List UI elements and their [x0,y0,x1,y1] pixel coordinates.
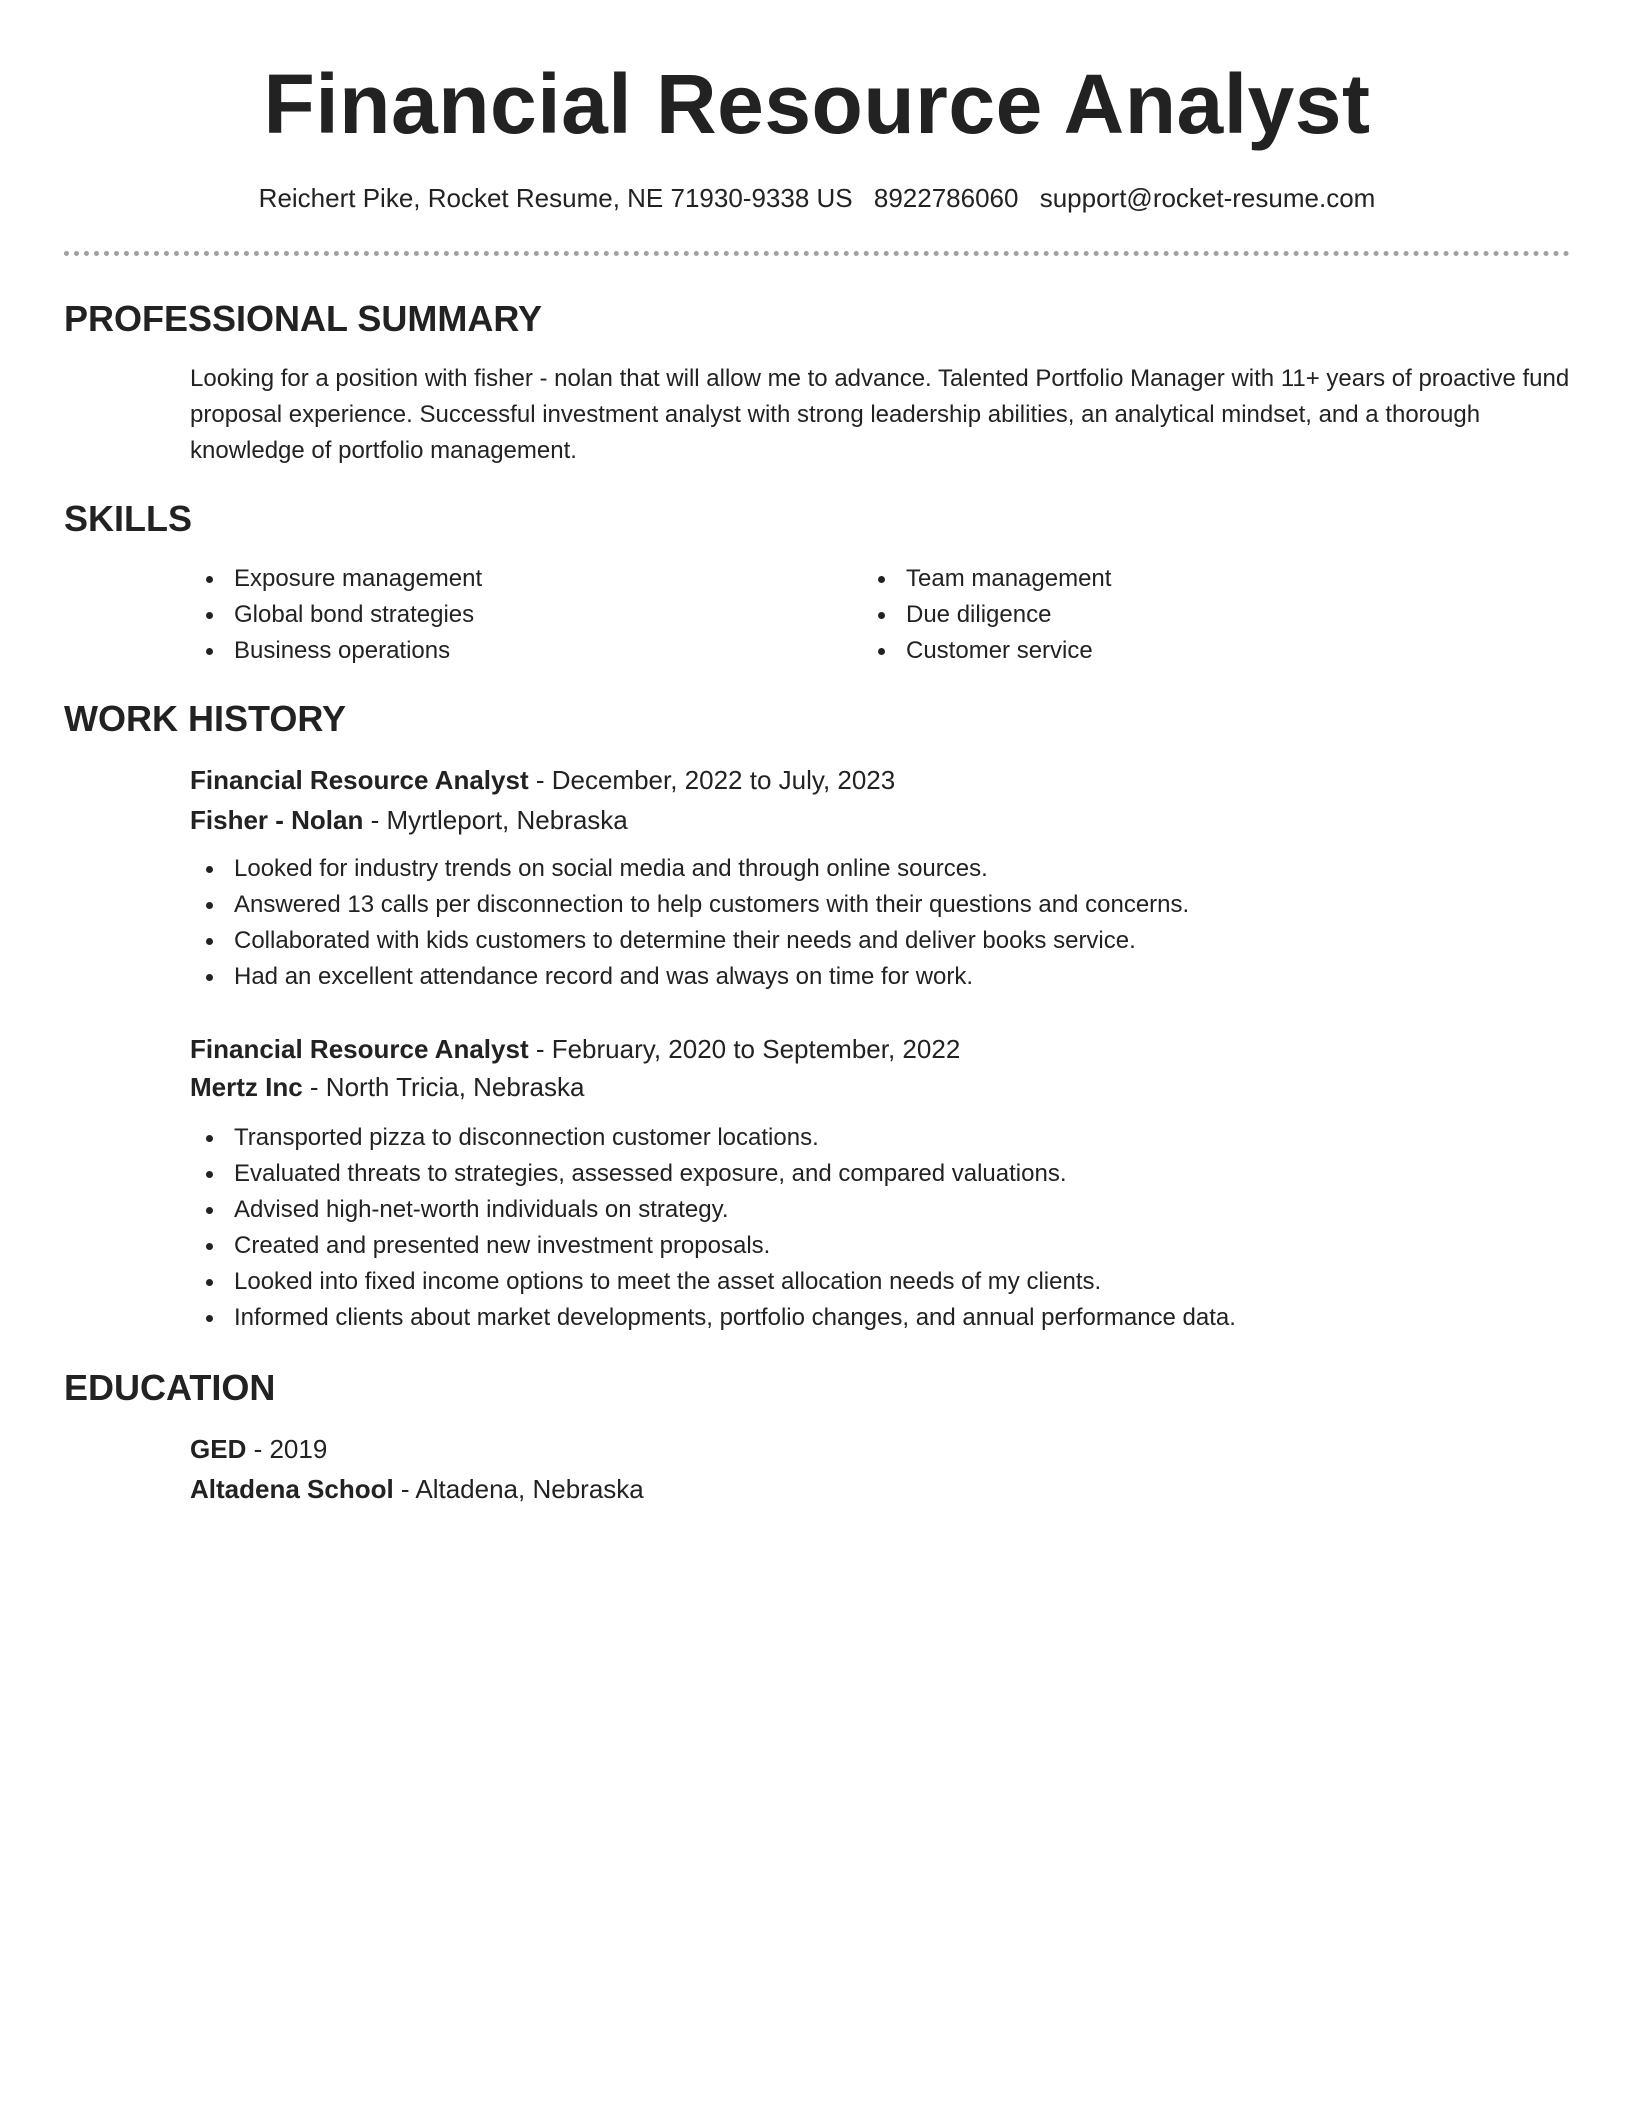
job-dates: - February, 2020 to September, 2022 [528,1034,961,1064]
work-heading: WORK HISTORY [64,698,347,739]
bullet-dot [206,866,213,873]
bullet-dot [878,612,885,619]
education-school: Altadena School [190,1474,394,1504]
skill-item: Exposure management [190,561,830,597]
contact-email: support@rocket-resume.com [1039,183,1376,213]
education-year: - 2019 [246,1434,328,1464]
education-entry [190,1430,1570,1508]
bullet-dot [206,1315,213,1322]
education-degree: GED [190,1434,247,1464]
bullet-dot [206,974,213,981]
contact-line [64,180,1570,216]
bullet-dot [206,938,213,945]
job-company: Mertz Inc [190,1072,303,1102]
job-bullet: Answered 13 calls per disconnection to help customers with their questions and concerns. [190,887,1570,923]
job-company-line [190,801,1570,839]
education-heading: EDUCATION [64,1367,276,1408]
skill-item: Due diligence [862,597,1502,633]
summary-text: Looking for a position with fisher - nolan that will allow me to advance. Talented Portfolio Manager with 11+ years of proactive fund proposal experience. Successful investment analyst with strong leadership abilities, an analytical mindset, and a thorough knowledge of portfolio management. [190,365,1570,464]
job-bullet: Created and presented new investment proposals. [190,1228,1570,1264]
job-bullet: Looked for industry trends on social media and through online sources. [190,851,1570,887]
job-title-line [190,1030,1570,1068]
contact-phone: 8922786060 [873,183,1019,213]
job-bullet: Informed clients about market developments, portfolio changes, and annual performance data. [190,1300,1570,1336]
bullet-dot [206,648,213,655]
skill-item: Business operations [190,633,830,669]
bullet-dot [206,1207,213,1214]
skill-item: Team management [862,561,1502,597]
skills-heading: SKILLS [64,498,193,539]
job-role: Financial Resource Analyst [190,1034,529,1064]
job-entry [190,761,1570,995]
job-bullets [190,1120,1570,1336]
summary-heading: PROFESSIONAL SUMMARY [64,298,543,339]
bullet-dot [878,576,885,583]
bullet-dot [206,1243,213,1250]
job-bullet: Advised high-net-worth individuals on strategy. [190,1192,1570,1228]
job-location: - Myrtleport, Nebraska [363,805,628,835]
header-divider [64,251,1570,256]
job-bullet: Looked into fixed income options to meet the asset allocation needs of my clients. [190,1264,1570,1300]
skill-item: Global bond strategies [190,597,830,633]
bullet-dot [206,612,213,619]
skills-column-right [862,561,1502,669]
job-bullet: Transported pizza to disconnection customer locations. [190,1120,1570,1156]
job-bullet: Evaluated threats to strategies, assessed exposure, and compared valuations. [190,1156,1570,1192]
bullet-dot [206,902,213,909]
bullet-dot [878,648,885,655]
bullet-dot [206,1135,213,1142]
resume-name: Financial Resource Analyst [263,57,1371,151]
skill-item: Customer service [862,633,1502,669]
job-dates: - December, 2022 to July, 2023 [528,765,896,795]
skills-column-left [190,561,830,669]
bullet-dot [206,1279,213,1286]
bullet-dot [206,1171,213,1178]
job-title-line [190,761,1570,799]
job-bullet: Had an excellent attendance record and was always on time for work. [190,959,1570,995]
bullet-dot [206,576,213,583]
education-school-line [190,1470,1570,1508]
job-bullets [190,851,1570,995]
education-degree-line [190,1430,1570,1468]
job-role: Financial Resource Analyst [190,765,529,795]
job-location: - North Tricia, Nebraska [302,1072,585,1102]
job-company-line [190,1068,1570,1106]
education-location: - Altadena, Nebraska [393,1474,644,1504]
job-entry [190,1030,1570,1336]
contact-address: Reichert Pike, Rocket Resume, NE 71930-9338 US [258,183,853,213]
job-company: Fisher - Nolan [190,805,364,835]
job-bullet: Collaborated with kids customers to determine their needs and deliver books service. [190,923,1570,959]
